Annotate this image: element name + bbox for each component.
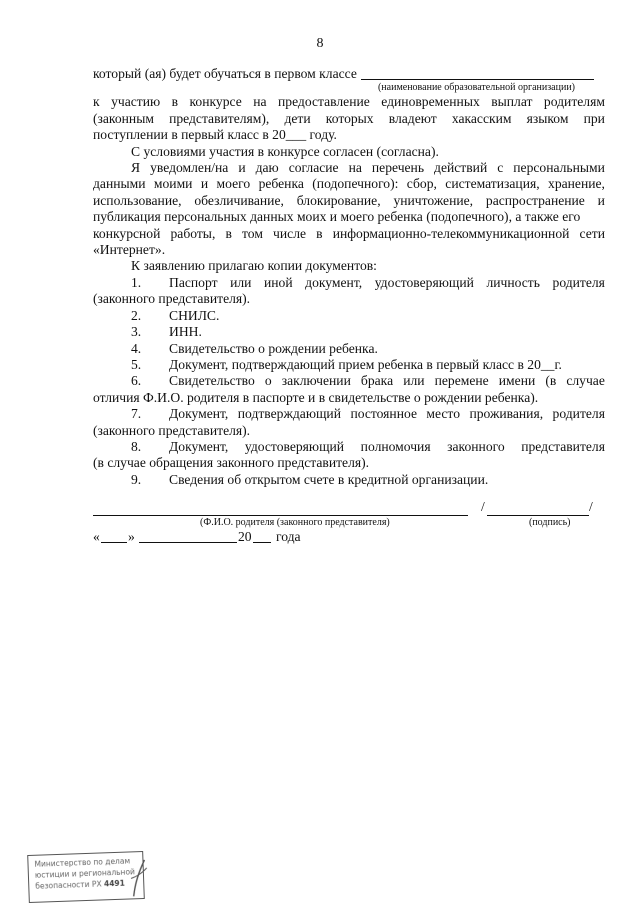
word: персональными bbox=[513, 160, 605, 176]
word: предоставление bbox=[278, 94, 370, 110]
signature-slash-right: / bbox=[589, 499, 593, 514]
word: информационно-телекоммуникационной bbox=[332, 225, 570, 241]
p1-line2 bbox=[93, 111, 605, 127]
day-blank bbox=[101, 529, 127, 543]
word: участию bbox=[111, 94, 161, 110]
p3-line5 bbox=[93, 226, 605, 242]
document-item-text: Документ, подтверждающий прием ребенка в первый класс в 20__г. bbox=[169, 356, 562, 372]
word: хранение, bbox=[548, 176, 605, 192]
word: выплат bbox=[491, 94, 533, 110]
word: родителя bbox=[552, 274, 605, 290]
month-blank bbox=[139, 529, 237, 543]
word: имени bbox=[498, 373, 536, 389]
word: данными bbox=[93, 176, 146, 192]
header-text: который (ая) будет обучаться в первом классе bbox=[93, 66, 357, 81]
document-item-number: 8. bbox=[131, 438, 142, 454]
signature-line-row bbox=[93, 499, 605, 516]
org-caption: (наименование образовательной организации) bbox=[377, 82, 575, 94]
word: подтверждающий bbox=[237, 406, 341, 422]
document-item-line: (законного представителя). bbox=[93, 422, 251, 438]
registration-stamp bbox=[27, 851, 145, 903]
date-open-quote: « bbox=[93, 529, 100, 544]
document-item-text: ИНН. bbox=[169, 324, 202, 340]
word: ребенка bbox=[258, 176, 304, 192]
document-item-text: Свидетельство о рождении ребенка. bbox=[169, 340, 378, 356]
document-item-number: 6. bbox=[131, 373, 142, 389]
word: брака bbox=[360, 373, 394, 389]
p3-line3 bbox=[93, 193, 605, 209]
word: (в bbox=[545, 373, 557, 389]
word: сбор, bbox=[406, 176, 437, 192]
word: представителя bbox=[521, 438, 605, 454]
word: хакасским bbox=[451, 110, 512, 126]
word: Документ, bbox=[169, 438, 229, 454]
document-item-line bbox=[93, 308, 605, 324]
word: полномочия bbox=[360, 438, 431, 454]
stamp-line2: юстиции и региональной bbox=[34, 867, 136, 880]
stamp-mark-icon bbox=[126, 858, 151, 899]
word: распространение bbox=[485, 192, 585, 208]
word: моего bbox=[216, 176, 251, 192]
word: и bbox=[597, 192, 605, 208]
word: конкурсной bbox=[93, 225, 161, 241]
date-suffix: года bbox=[276, 529, 301, 544]
word: в bbox=[171, 94, 179, 110]
word: систематизация, bbox=[445, 176, 540, 192]
word: к bbox=[93, 94, 100, 110]
word: перемене bbox=[434, 373, 489, 389]
documents-list bbox=[93, 275, 605, 488]
word: заключении bbox=[281, 373, 351, 389]
word: с bbox=[497, 160, 504, 176]
document-item-number: 3. bbox=[131, 324, 142, 340]
year-blank bbox=[253, 529, 271, 543]
stamp-number: 4491 bbox=[103, 878, 126, 889]
word: языком bbox=[526, 110, 569, 126]
document-item-line bbox=[93, 373, 605, 389]
date-close-quote: » bbox=[128, 529, 135, 544]
org-name-blank bbox=[361, 66, 594, 80]
page-number: 8 bbox=[316, 36, 324, 51]
word: Я bbox=[131, 160, 141, 176]
word: уведомлен/на bbox=[150, 160, 229, 176]
document-item-line: (в случае обращения законного представителя). bbox=[93, 455, 370, 471]
document-item-line bbox=[93, 275, 605, 291]
word: или bbox=[403, 373, 425, 389]
word: дети bbox=[284, 110, 311, 126]
document-body bbox=[93, 66, 605, 488]
word: и bbox=[238, 160, 246, 176]
word: Свидетельство bbox=[169, 373, 255, 389]
date-year-prefix: 20 bbox=[238, 529, 252, 544]
word: постоянное bbox=[350, 406, 417, 422]
p3-line2 bbox=[93, 176, 605, 192]
p1-line1 bbox=[93, 94, 605, 110]
word: моими bbox=[153, 176, 193, 192]
word: (законным bbox=[93, 110, 154, 126]
signature-blank bbox=[487, 502, 589, 516]
date-row bbox=[93, 529, 605, 545]
document-item-line: (законного представителя). bbox=[93, 291, 251, 307]
document-item-number: 2. bbox=[131, 307, 142, 323]
word: числе bbox=[273, 225, 307, 241]
word: законного bbox=[447, 438, 505, 454]
word: документ, bbox=[305, 274, 363, 290]
word: проживания, bbox=[469, 406, 544, 422]
stamp-line3 bbox=[35, 877, 137, 892]
document-item-text: СНИЛС. bbox=[169, 307, 220, 323]
signature-block bbox=[93, 499, 605, 545]
word: в bbox=[225, 225, 232, 241]
document-item-number: 9. bbox=[131, 471, 142, 487]
document-item-number: 1. bbox=[131, 274, 142, 290]
signature-caption-row bbox=[93, 516, 605, 529]
document-item-line bbox=[93, 324, 605, 340]
word: действий bbox=[434, 160, 488, 176]
document-item-line bbox=[93, 439, 605, 455]
name-caption: (Ф.И.О. родителя (законного представителя) bbox=[200, 517, 390, 528]
word: даю bbox=[255, 160, 279, 176]
word: Документ, bbox=[169, 406, 229, 422]
p3-line1 bbox=[93, 160, 605, 176]
stamp-line3-text: безопасности РХ bbox=[35, 879, 102, 891]
word: Паспорт bbox=[169, 274, 218, 290]
document-item-text bbox=[169, 406, 605, 422]
document-item-line bbox=[93, 472, 605, 488]
p3-line6: «Интернет». bbox=[93, 242, 166, 258]
word: (подопечного): bbox=[312, 176, 399, 192]
word: блокирование, bbox=[296, 192, 381, 208]
word: представителям), bbox=[169, 110, 270, 126]
header-line bbox=[93, 66, 605, 82]
p4-line: К заявлению прилагаю копии документов: bbox=[131, 258, 377, 274]
document-item-line bbox=[93, 406, 605, 422]
word: сети bbox=[579, 225, 605, 241]
word: использование, bbox=[93, 192, 182, 208]
word: уничтожение, bbox=[393, 192, 474, 208]
word: личность bbox=[486, 274, 540, 290]
word: иной bbox=[263, 274, 293, 290]
word: перечень bbox=[371, 160, 425, 176]
word: место bbox=[426, 406, 460, 422]
document-item-number: 5. bbox=[131, 356, 142, 372]
word: согласие bbox=[288, 160, 339, 176]
document-item-number: 7. bbox=[131, 406, 142, 422]
document-item-line bbox=[93, 357, 605, 373]
word: и bbox=[200, 176, 209, 192]
word: на bbox=[253, 94, 267, 110]
name-blank bbox=[93, 502, 468, 516]
word: о bbox=[264, 373, 272, 389]
p1-line3: поступлении в первый класс в 20___ году. bbox=[93, 127, 337, 143]
document-item-number: 4. bbox=[131, 340, 142, 356]
signature-caption: (подпись) bbox=[529, 517, 571, 528]
document-item-text bbox=[169, 275, 605, 291]
document-item-line bbox=[93, 341, 605, 357]
document-item-text bbox=[169, 373, 605, 389]
org-caption-row bbox=[93, 82, 605, 94]
word: которых bbox=[325, 110, 374, 126]
word: случае bbox=[566, 373, 605, 389]
word: удостоверяющий bbox=[244, 438, 345, 454]
word: конкурсе bbox=[189, 94, 242, 110]
document-item-line: отличия Ф.И.О. родителя в паспорте и в свидетельстве о рождении ребенка). bbox=[93, 389, 539, 405]
word: обезличивание, bbox=[194, 192, 284, 208]
word: или bbox=[230, 274, 252, 290]
word: том bbox=[242, 225, 263, 241]
word: при bbox=[583, 110, 605, 126]
word: удостоверяющий bbox=[374, 274, 474, 290]
document-item-text bbox=[169, 439, 605, 455]
p3-line4: публикация персональных данных моих и моего ребенка (подопечного), а также его bbox=[93, 209, 581, 225]
word: в bbox=[316, 225, 323, 241]
word: работы, bbox=[170, 225, 216, 241]
stamp-line1: Министерство по делам bbox=[34, 856, 131, 869]
document-item-text: Сведения об открытом счете в кредитной организации. bbox=[169, 471, 489, 487]
word: родителям bbox=[543, 94, 605, 110]
word: родителя bbox=[552, 406, 605, 422]
word: единовременных bbox=[381, 94, 480, 110]
word: владеют bbox=[388, 110, 437, 126]
word: на bbox=[348, 160, 362, 176]
signature-slash-left: / bbox=[481, 499, 485, 514]
p2-line: С условиями участия в конкурсе согласен (согласна). bbox=[131, 143, 439, 159]
